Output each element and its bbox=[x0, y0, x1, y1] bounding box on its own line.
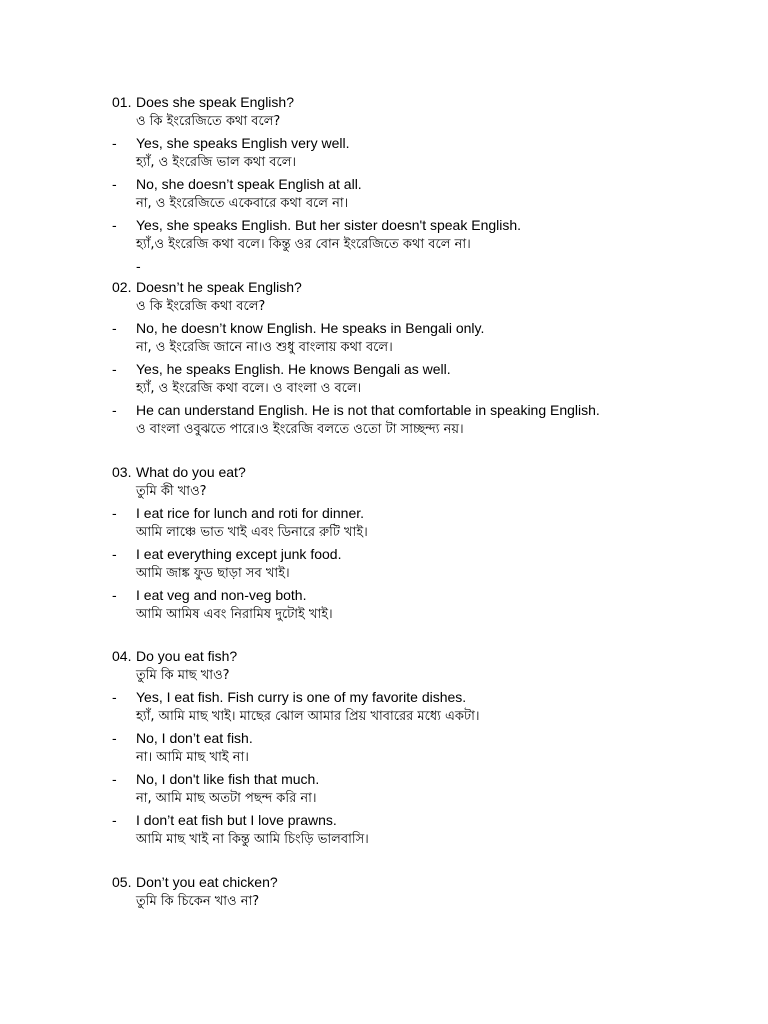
question-translation: তুমি কি মাছ খাও? bbox=[136, 668, 230, 683]
answer-translation: হ্যাঁ,ও ইংরেজি কথা বলে। কিন্তু ওর বোন ইংরেজিতে কথা বলে না। bbox=[136, 237, 471, 252]
answer-translation: ও বাংলা ওবুঝতে পারে।ও ইংরেজি বলতে ওতো টা সাচ্ছন্দ্য নয়। bbox=[136, 422, 464, 437]
answer-translation: আমি মাছ খাই না কিন্তু আমি চিংড়ি ভালবাসি। bbox=[136, 832, 369, 847]
question-translation: তুমি কী খাও? bbox=[136, 484, 207, 499]
answer-text: No, I don't like fish that much. bbox=[136, 771, 320, 787]
question-number: 02. bbox=[112, 279, 132, 295]
answer-text: I eat everything except junk food. bbox=[136, 546, 342, 562]
answer-dash: - bbox=[112, 176, 117, 192]
question-number: 04. bbox=[112, 648, 132, 664]
question-number: 01. bbox=[112, 94, 132, 110]
answer-translation: হ্যাঁ, ও ইংরেজি ভাল কথা বলে। bbox=[136, 155, 297, 170]
answer-text: He can understand English. He is not that comfortable in speaking English. bbox=[136, 402, 600, 418]
answer-text: Yes, I eat fish. Fish curry is one of my favorite dishes. bbox=[136, 689, 467, 705]
answer-dash: - bbox=[112, 812, 117, 828]
question-number: 05. bbox=[112, 874, 132, 890]
answer-translation: না। আমি মাছ খাই না। bbox=[136, 750, 249, 765]
answer-dash: - bbox=[112, 505, 117, 521]
answer-translation: আমি জাঙ্ক ফুড ছাড়া সব খাই। bbox=[136, 566, 290, 581]
answer-translation: না, আমি মাছ অতটা পছন্দ করি না। bbox=[136, 791, 317, 806]
question-translation: তুমি কি চিকেন খাও না? bbox=[136, 894, 260, 909]
answer-dash: - bbox=[112, 217, 117, 233]
answer-text: No, she doesn’t speak English at all. bbox=[136, 176, 362, 192]
answer-dash: - bbox=[112, 320, 117, 336]
answer-dash: - bbox=[112, 361, 117, 377]
answer-translation: হ্যাঁ, ও ইংরেজি কথা বলে। ও বাংলা ও বলে। bbox=[136, 381, 362, 396]
answer-text: No, I don’t eat fish. bbox=[136, 730, 253, 746]
answer-text: Yes, he speaks English. He knows Bengali as well. bbox=[136, 361, 451, 377]
question-number: 03. bbox=[112, 464, 132, 480]
answer-translation: আমি লাঞ্চে ভাত খাই এবং ডিনারে রুটি খাই। bbox=[136, 525, 368, 540]
answer-dash: - bbox=[112, 402, 117, 418]
answer-dash: - bbox=[112, 771, 117, 787]
answer-dash: - bbox=[112, 730, 117, 746]
answer-text: Yes, she speaks English very well. bbox=[136, 135, 350, 151]
answer-dash: - bbox=[112, 587, 117, 603]
answer-text: I eat veg and non-veg both. bbox=[136, 587, 307, 603]
answer-text: No, he doesn’t know English. He speaks in Bengali only. bbox=[136, 320, 485, 336]
answer-text: I don’t eat fish but I love prawns. bbox=[136, 812, 337, 828]
question-text: What do you eat? bbox=[136, 464, 246, 480]
answer-translation: আমি আমিষ এবং নিরামিষ দুটোই খাই। bbox=[136, 607, 333, 622]
answer-dash: - bbox=[112, 546, 117, 562]
question-translation: ও কি ইংরেজি কথা বলে? bbox=[136, 299, 266, 314]
question-text: Doesn’t he speak English? bbox=[136, 279, 302, 295]
answer-translation: না, ও ইংরেজি জানে না।ও শুধু বাংলায় কথা বলে। bbox=[136, 340, 393, 355]
question-translation: ও কি ইংরেজিতে কথা বলে? bbox=[136, 114, 281, 129]
question-text: Do you eat fish? bbox=[136, 648, 238, 664]
answer-translation: না, ও ইংরেজিতে একেবারে কথা বলে না। bbox=[136, 196, 349, 211]
answer-dash: - bbox=[112, 135, 117, 151]
trailing-dash: - bbox=[136, 258, 141, 274]
question-text: Does she speak English? bbox=[136, 94, 294, 110]
question-text: Don’t you eat chicken? bbox=[136, 874, 278, 890]
answer-translation: হ্যাঁ, আমি মাছ খাই। মাছের ঝোল আমার প্রিয় খাবারের মধ্যে একটা। bbox=[136, 709, 480, 724]
answer-text: I eat rice for lunch and roti for dinner. bbox=[136, 505, 365, 521]
answer-text: Yes, she speaks English. But her sister doesn't speak English. bbox=[136, 217, 522, 233]
answer-dash: - bbox=[112, 689, 117, 705]
